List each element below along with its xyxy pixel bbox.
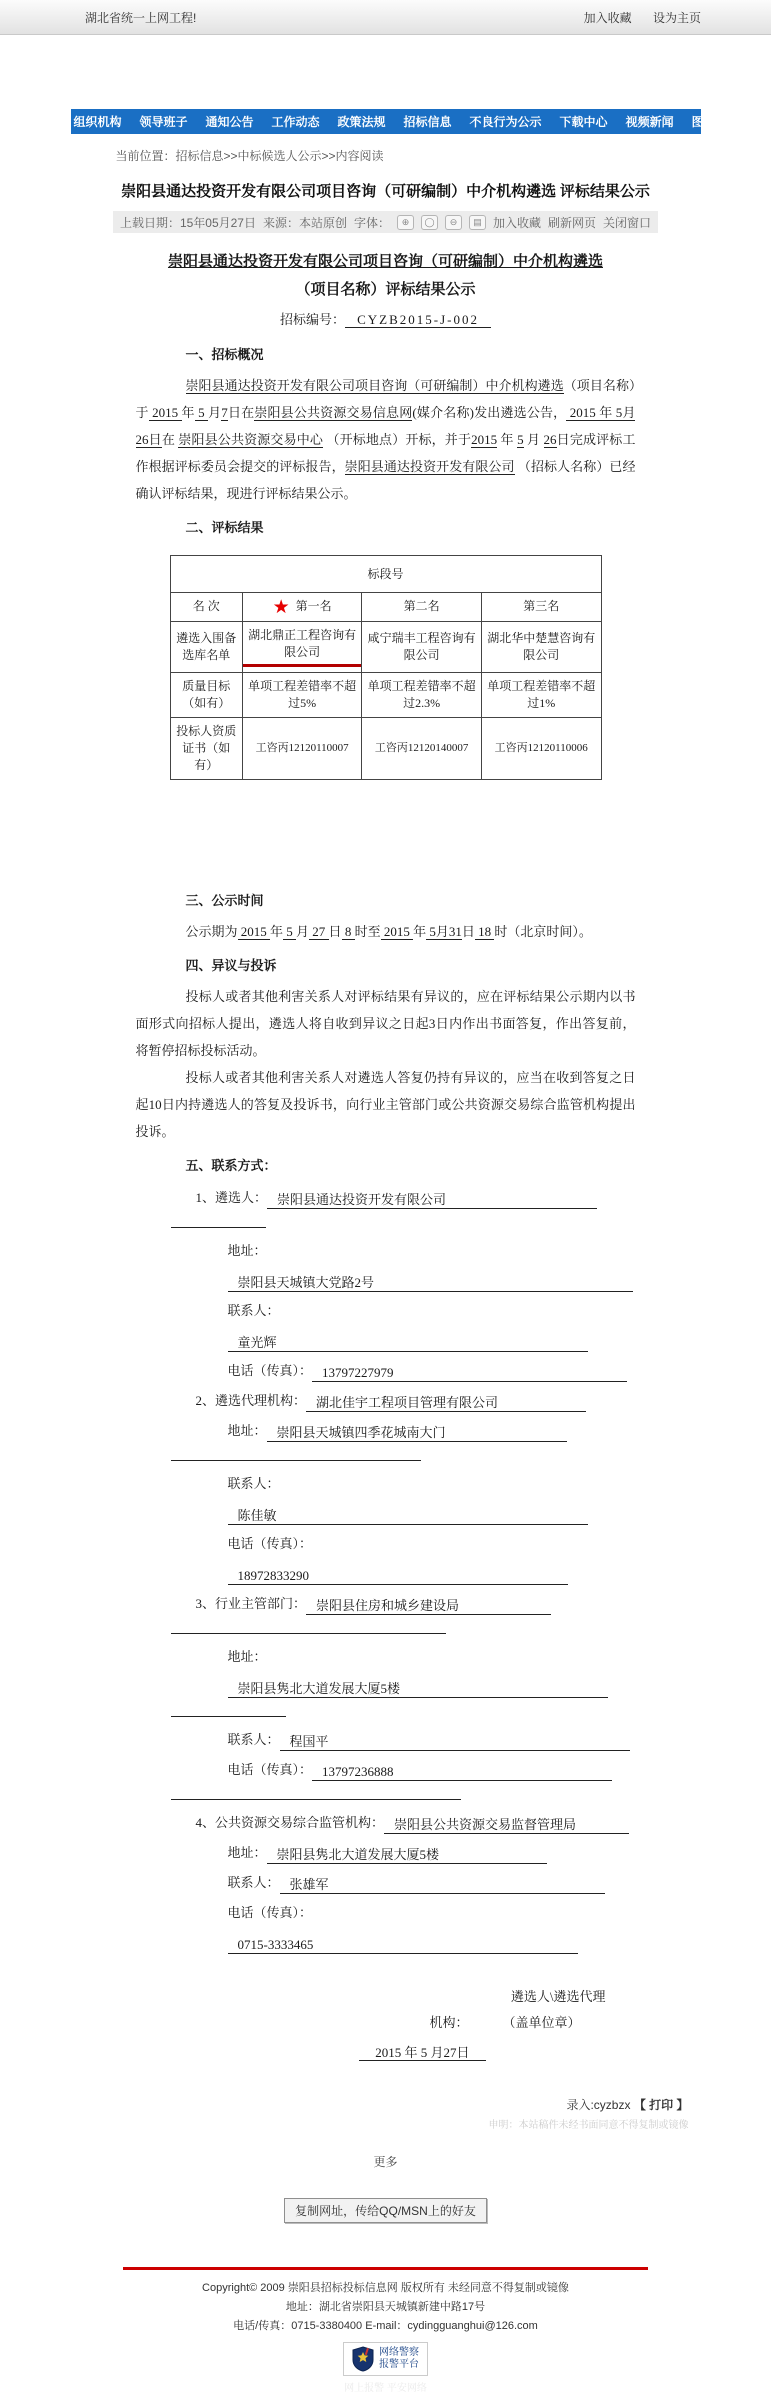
evaluation-table	[170, 555, 602, 780]
section2-heading: 二、评标结果	[185, 520, 264, 535]
police-shield-icon	[352, 2346, 374, 2372]
contact-field-label: 地址：	[227, 1422, 267, 1438]
blank-underline	[171, 1619, 446, 1634]
contact-item	[196, 1589, 636, 1619]
section1-heading: 一、招标概况	[185, 347, 264, 362]
table-row-label: 投标人资质证书（如有）	[170, 717, 242, 779]
table-cell: 单项工程差错率不超过5%	[242, 672, 362, 717]
contact-item-value: 湖北佳宇工程项目管理有限公司	[306, 1394, 586, 1412]
text-segment: （开标地点）开标，并于	[323, 432, 472, 447]
text-segment: (媒介名称)发出遴选公告，	[412, 405, 567, 420]
more-link[interactable]: 更多	[373, 2154, 398, 2169]
signature-date-line	[136, 2036, 636, 2070]
table-rank-label: 名 次	[170, 593, 242, 622]
upload-date: 上载日期：15年05月27日	[119, 215, 256, 230]
contact-field-label: 联系人：	[227, 1475, 280, 1491]
contact-field-value: 13797227979	[312, 1364, 627, 1382]
table-row-label: 质量目标（如有）	[170, 672, 242, 717]
contact-field-label: 电话（传真）：	[227, 1904, 313, 1920]
contact-field-label: 联系人：	[227, 1302, 280, 1318]
entry-author: 录入:cyzbzx	[566, 2097, 631, 2112]
blank-underline	[171, 1702, 286, 1717]
table-row	[170, 717, 601, 779]
section3-heading: 三、公示时间	[185, 892, 264, 908]
footer-faint-text: 网上报警 平安网络	[344, 2382, 427, 2394]
set-homepage-link[interactable]: 设为主页	[652, 10, 701, 25]
signature-block	[136, 1984, 636, 2070]
text-segment: 年	[497, 432, 518, 447]
table-cell: 咸宁瑞丰工程咨询有限公司	[362, 621, 482, 672]
table-cell: 湖北鼎正工程咨询有限公司	[242, 621, 362, 672]
text-segment: 月	[296, 923, 310, 939]
table-row	[170, 621, 601, 672]
source: 来源：本站原创	[262, 215, 347, 230]
text-segment: 月	[208, 405, 222, 420]
contact-field	[228, 1642, 636, 1702]
text-segment: 时至	[354, 923, 381, 939]
page-title: 崇阳县通达投资开发有限公司项目咨询（可研编制）中介机构遴选 评标结果公示	[121, 184, 650, 200]
text-segment: 5	[283, 923, 297, 939]
signature-org-line	[136, 2010, 636, 2036]
text-segment: 崇阳县通达投资开发有限公司	[344, 459, 515, 474]
contact-field	[228, 1838, 636, 1868]
meta-refresh-link[interactable]: 刷新网页	[548, 215, 597, 230]
contact-field-label: 地址：	[227, 1242, 267, 1258]
signature-date: 2015 年 5 月27日	[359, 2045, 485, 2061]
contact-field	[228, 1236, 636, 1296]
contact-field-value: 13797236888	[312, 1763, 612, 1781]
badge-line1: 网络警察	[379, 2346, 419, 2358]
nav-item[interactable]: 领导班子	[139, 115, 188, 129]
share-url-button[interactable]: 复制网址，传给QQ/MSN上的好友	[284, 2198, 487, 2223]
contact-field-value: 张雄军	[280, 1876, 605, 1894]
table-section-header: 标段号	[170, 556, 601, 593]
section4-paragraph2: 投标人或者其他利害关系人对遴选人答复仍持有异议的，应当在收到答复之日起10日内持遴选人的答复及投诉书，向行业主管部门或公共资源交易综合监管机构提出投诉。	[135, 1069, 636, 1139]
text-segment: 8	[341, 923, 355, 939]
contact-field	[228, 1898, 636, 1958]
table-cell: 工咨丙12120140007	[362, 717, 482, 779]
text-segment: 7	[221, 405, 228, 420]
entry-line	[71, 2096, 701, 2113]
table-cell: 工咨丙12120110007	[242, 717, 362, 779]
meta-close-window-link[interactable]: 关闭窗口	[603, 215, 652, 230]
contact-field	[228, 1725, 636, 1755]
meta-bar	[113, 211, 658, 233]
bid-number-value: CYZB2015-J-002	[345, 312, 491, 328]
text-segment: 日完成评标工作根据评标委员会提交的评标报告，	[135, 432, 636, 474]
text-segment: 2015	[380, 923, 414, 939]
doc-title-line2: （项目名称）评标结果公示	[295, 282, 476, 298]
contact-item-label: 2、遴选代理机构：	[195, 1392, 307, 1408]
nav-item[interactable]: 政策法规	[337, 115, 386, 129]
contact-list	[136, 1183, 636, 1958]
contact-item-label: 1、遴选人：	[195, 1189, 268, 1205]
text-segment: 日在	[227, 405, 255, 420]
text-segment: 时（北京时间）。	[494, 923, 592, 939]
nav-item[interactable]: 通知公告	[205, 115, 254, 129]
text-segment: 27	[309, 923, 329, 939]
section3-paragraph	[136, 918, 636, 945]
nav-item[interactable]: 招标信息	[403, 115, 452, 129]
winner-red-underline	[243, 664, 362, 667]
footer-copyright: Copyright© 2009 崇阳县招标投标信息网 版权所有 未经同意不得复制或镜像	[202, 2281, 569, 2294]
text-segment: 公示期为	[185, 923, 238, 939]
bid-number-line	[136, 305, 636, 334]
print-icon[interactable]: ▤	[469, 215, 486, 230]
contact-field-value: 崇阳县天城镇四季花城南大门	[267, 1424, 567, 1442]
table-cell: 工咨丙12120110006	[481, 717, 601, 779]
text-segment: 26	[543, 432, 557, 447]
footer-address: 地址：湖北省崇阳县天城镇新建中路17号	[285, 2300, 486, 2313]
text-segment: 2015	[148, 405, 182, 420]
text-segment: 18	[474, 923, 495, 939]
text-segment: 在	[161, 432, 179, 447]
section4-paragraph1: 投标人或者其他利害关系人对评标结果有异议的，应在评标结果公示期内以书面形式向招标人提出，遴选人将自收到异议之日起3日内作出书面答复，作出答复前，将暂停招标投标活动。	[135, 988, 636, 1058]
print-button[interactable]: 【 打印 】	[633, 2097, 689, 2112]
nav-item[interactable]: 下载中心	[559, 115, 608, 129]
blank-underline	[171, 1446, 421, 1461]
text-segment: （项目名称）于	[135, 378, 636, 420]
text-segment: 年	[181, 405, 195, 420]
contact-field	[228, 1755, 636, 1785]
text-segment: 5月31	[426, 923, 462, 939]
text-segment: （招标人名称）已经确认评标结果，现进行评标结果公示。	[135, 459, 636, 501]
table-rank-cell: 第二名	[362, 593, 482, 622]
footer-divider	[123, 2267, 648, 2270]
contact-field-value: 0715-3333465	[228, 1936, 578, 1954]
breadcrumb[interactable]: 当前位置：招标信息>>中标候选人公示>>内容阅读	[115, 149, 384, 163]
text-segment: 崇阳县公共资源交易信息网	[254, 405, 413, 420]
contact-item-value: 崇阳县公共资源交易监督管理局	[384, 1816, 629, 1834]
contact-field	[228, 1416, 636, 1446]
section4-heading: 四、异议与投诉	[185, 957, 277, 973]
contact-field-label: 联系人：	[227, 1874, 280, 1890]
table-rank-cell: 第三名	[481, 593, 601, 622]
signature-role: 遴选人\遴选代理	[510, 1988, 606, 2004]
document-body	[136, 249, 636, 2070]
footer	[0, 2280, 771, 2397]
text-segment: 日	[328, 923, 342, 939]
table-cell: 湖北华中楚慧咨询有限公司	[481, 621, 601, 672]
text-segment: 2015 年 5月 26日	[135, 405, 636, 447]
nav-item[interactable]: 不良行为公示	[469, 115, 542, 129]
table-row-label: 遴选入围备选库名单	[170, 621, 242, 672]
text-segment: 月	[523, 432, 544, 447]
contact-field	[228, 1296, 636, 1356]
meta-add-favorite-link[interactable]: 加入收藏	[493, 215, 542, 230]
zoom-in-icon[interactable]: ⊕	[397, 215, 414, 230]
contact-field-label: 电话（传真）：	[227, 1362, 313, 1378]
site-slogan: 湖北省统一上网工程!	[85, 10, 197, 25]
copy-notice: 申明：本站稿件未经书面同意不得复制或镜像	[488, 2119, 689, 2131]
contact-item-label: 4、公共资源交易综合监管机构：	[195, 1814, 385, 1830]
table-row	[170, 672, 601, 717]
doc-title-line1: 崇阳县通达投资开发有限公司项目咨询（可研编制）中介机构遴选	[167, 254, 603, 270]
contact-field-value: 陈佳敏	[228, 1507, 588, 1525]
contact-item	[196, 1386, 636, 1416]
contact-field-label: 联系人：	[227, 1731, 280, 1747]
text-segment: 5	[517, 432, 524, 447]
contact-field-value: 程国平	[280, 1733, 630, 1751]
font-size-label: 字体：	[354, 215, 391, 230]
table-cell: 单项工程差错率不超过2.3%	[362, 672, 482, 717]
contact-field	[228, 1356, 636, 1386]
section5-heading: 五、联系方式：	[185, 1157, 277, 1173]
nav-item[interactable]: 视频新闻	[625, 115, 674, 129]
text-segment: 崇阳县通达投资开发有限公司项目咨询（可研编制）中介机构遴选	[185, 378, 564, 393]
text-segment: 崇阳县公共资源交易中心	[178, 432, 324, 447]
nav-item[interactable]: 组织机构	[73, 115, 122, 129]
signature-org-label: 机构：	[429, 2014, 469, 2030]
table-rank-cell: ★ 第一名	[242, 593, 362, 622]
contact-item	[196, 1183, 636, 1213]
contact-item-value: 崇阳县住房和城乡建设局	[306, 1597, 551, 1615]
nav-item[interactable]: 工作动态	[271, 115, 320, 129]
badge-line2: 报警平台	[379, 2358, 419, 2370]
main-nav	[31, 109, 740, 134]
text-segment: 日	[461, 923, 475, 939]
contact-field-label: 地址：	[227, 1648, 267, 1664]
nav-item[interactable]: 首页	[31, 115, 56, 129]
contact-field	[228, 1529, 636, 1589]
first-place-star-icon: ★	[272, 595, 290, 618]
contact-item-value: 崇阳县通达投资开发有限公司	[267, 1191, 597, 1209]
top-strip	[0, 0, 771, 35]
contact-item-label: 3、行业主管部门：	[195, 1595, 307, 1611]
blank-underline	[171, 1785, 461, 1800]
contact-field-value: 崇阳县天城镇大党路2号	[228, 1274, 633, 1292]
text-segment: 5	[194, 405, 209, 420]
contact-field	[228, 1868, 636, 1898]
text-segment: 2015	[471, 432, 498, 447]
add-favorite-link[interactable]: 加入收藏	[583, 10, 632, 25]
contact-field-value: 18972833290	[228, 1567, 568, 1585]
contact-field-label: 地址：	[227, 1844, 267, 1860]
contact-item	[196, 1808, 636, 1838]
cyber-police-badge[interactable]	[343, 2342, 428, 2376]
zoom-out-icon[interactable]: ⊖	[445, 215, 462, 230]
blank-underline	[171, 1213, 266, 1228]
nav-item[interactable]: 图片集锦	[691, 115, 740, 129]
text-segment: 年	[413, 923, 427, 939]
footer-contact: 电话/传真：0715-3380400 E-mail：cydingguanghui@126.com	[233, 2319, 538, 2332]
table-cell: 单项工程差错率不超过1%	[481, 672, 601, 717]
contact-field	[228, 1469, 636, 1529]
zoom-reset-icon[interactable]: ◯	[421, 215, 438, 230]
contact-field-value: 崇阳县隽北大道发展大厦5楼	[267, 1846, 547, 1864]
contact-field-value: 童光辉	[228, 1334, 588, 1352]
contact-field-label: 电话（传真）：	[227, 1761, 313, 1777]
bid-number-label: 招标编号：	[280, 312, 346, 327]
contact-field-value: 崇阳县隽北大道发展大厦5楼	[228, 1680, 608, 1698]
text-segment: 年	[270, 923, 284, 939]
contact-field-label: 电话（传真）：	[227, 1535, 313, 1551]
section1-paragraph	[136, 372, 636, 507]
signature-seal-hint: （盖单位章）	[502, 2014, 581, 2030]
text-segment: 2015	[237, 923, 271, 939]
